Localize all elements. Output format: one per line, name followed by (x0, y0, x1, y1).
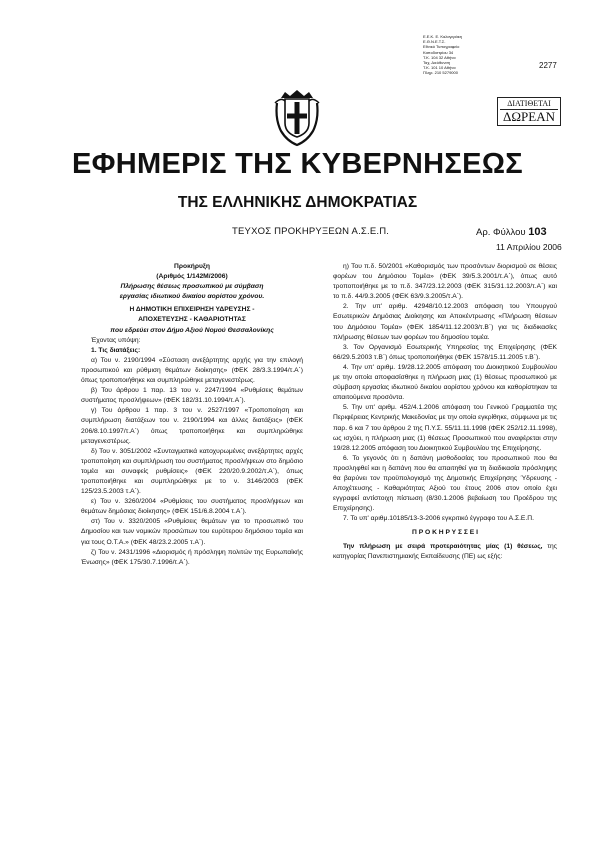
stamp-bottom-text: ΔΩΡΕΑΝ (500, 109, 558, 124)
printer-note: Τ.Κ. 101 10 Αθήνα (423, 65, 456, 71)
notice-heading: Προκήρυξη (174, 263, 210, 270)
printer-note: Ε.Θ.Ν.Ε.Τ.Σ. (423, 39, 446, 45)
paragraph: β) Του άρθρου 1 παρ. 13 του ν. 2247/1994 «Ρυθμίσεις θεμάτων συστήματος προσλήψεων» (ΦΕΚ 182/31.10.1994/τ.Α΄). (81, 387, 303, 405)
notice-intro: Πλήρωσης θέσεως προσωπικού με σύμβαση (120, 283, 264, 291)
printer-notes (423, 34, 483, 76)
page-number: 2277 (539, 61, 557, 70)
paragraph: 3. Τον Οργανισμό Εσωτερικής Υπηρεσίας της Επιχείρησης (ΦΕΚ 66/29.5.2003 τ.Β΄) όπως τροποποιήθηκε (ΦΕΚ 1578/15.11.2005 τ.Β΄). (333, 343, 557, 361)
right-column (333, 262, 557, 562)
paragraph: 5. Την υπ' αριθμ. 452/4.1.2006 απόφαση του Γενικού Γραμματέα της Περιφέρειας Κεντρικής Μακεδονίας με την οποία εγκρίθηκε, σύμφωνα με τις παρ. 6 και 7 του άρθρου 2 της Π.Υ.Σ. 55/11.11.1998 (ΦΕΚ 252/12.11.1998), ως ισχύει, η πλήρωση μιας (1) θέσεως Προσωπικού που αναφέρεται στην 19/28.12.2005 απόφαση του Διοικητικού Συμβουλίου της Επιχείρησης. (333, 404, 557, 452)
gazette-title: ΕΦΗΜΕΡΙΣ ΤΗΣ ΚΥΒΕΡΝΗΣΕΩΣ (72, 148, 523, 180)
issue-series: ΤΕΥΧΟΣ ΠΡΟΚΗΡΥΞΕΩΝ Α.Σ.Ε.Π. (232, 226, 390, 237)
gazette-subtitle: ΤΗΣ ΕΛΛΗΝΙΚΗΣ ΔΗΜΟΚΡΑΤΙΑΣ (177, 194, 418, 211)
sheet-label: Αρ. Φύλλου (476, 227, 526, 238)
left-column (81, 262, 303, 568)
paragraph: δ) Του ν. 3051/2002 «Συνταγματικά κατοχυρωμένες ανεξάρτητες αρχές τροποποίηση και συμπλήρωση του συστήματος προσλήψεων στο δημόσιο τομέα και συναφείς ρυθμίσεις» (ΦΕΚ 220/20.9.2002/τ.Α΄), όπως τροποποιήθηκε και συμπληρώθηκε με το ν. 3146/2003 (ΦΕΚ 125/23.5.2003 τ.Α΄). (81, 447, 303, 496)
provisions-heading: 1. Τις διατάξεις: (91, 346, 141, 354)
organization-seat: που εδρεύει στον Δήμο Αξιού Νομού Θεσσαλονίκης (110, 326, 274, 334)
printer-note: Καποδιστρίου 34 (423, 49, 454, 55)
printer-note: Πληρ. 210 5279000 (423, 70, 458, 76)
closing-rest: της κατηγορίας Πανεπιστημιακής Εκπαίδευσης (ΠΕ) ως εξής: (333, 542, 557, 560)
sheet-number-value: 103 (528, 226, 547, 238)
organization-name: ΑΠΟΧΕΤΕΥΣΗΣ - ΚΑΘΑΡΙΟΤΗΤΑΣ (138, 316, 246, 324)
paragraph: ε) Του ν. 3260/2004 «Ρυθμίσεις του συστήματος προσλήψεων και θεμάτων δημόσιας διοίκησης» (ΦΕΚ 151/6.8.2004 τ.Α΄). (81, 498, 303, 516)
proclaims-heading: Π Ρ Ο Κ Η Ρ Υ Σ Σ Ε Ι (412, 529, 478, 537)
having-regard: Έχοντας υπόψη: (91, 336, 141, 344)
sheet-number (476, 226, 547, 238)
closing-bold: Την πλήρωση με σειρά προτεραιότητας μίας (1) θέσεως, (343, 542, 543, 550)
printer-note: Ε.Ε.Κ. Ε. Καλογεράκη (423, 34, 463, 39)
printer-note: Ταχ. Διεύθυνση (423, 60, 451, 66)
printer-note: Εθνικό Τυπογραφείο (423, 44, 460, 50)
notice-intro: εργασίας ιδιωτικού δικαίου αορίστου χρόνου. (119, 293, 265, 301)
paragraph: ζ) Του ν. 2431/1996 «Διορισμός ή πρόσληψη πολιτών της Ευρωπαϊκής Ένωσης» (ΦΕΚ 175/30.7.1996/τ.Α΄). (81, 548, 303, 566)
printer-note: Τ.Κ. 104 32 Αθήνα (423, 54, 456, 60)
closing-paragraph (333, 542, 557, 562)
greek-coat-of-arms-icon (271, 89, 323, 147)
paragraph: γ) Του άρθρου 1 παρ. 3 του ν. 2527/1997 «Τροποποίηση και συμπλήρωση διατάξεων του ν. 2190/1994 και άλλες διατάξεις» (ΦΕΚ 206/8.10.1997/τ.Α΄) όπως τροποποιήθηκε και συμπληρώθηκε μεταγενεστέρως. (81, 407, 303, 445)
stamp-top-text: ΔΙΑΤΙΘΕΤΑΙ (507, 99, 551, 108)
paragraph: 6. Το γεγονός ότι η δαπάνη μισθοδοσίας του προσωπικού που θα προσληφθεί και η δαπάνη που θα απαιτηθεί για τη διαδικασία πρόσληψης θα βαρύνει τον προϋπολογισμό της Δημοτικής Επιχείρησης Ύδρευσης - Αποχέτευσης - Καθαριότητας Αξιού του έτους 2006 στον οποίο έχει εγγραφεί αντίστοιχη πίστωση (8/30.1.2006 βεβαίωση του Προέδρου της Επιχείρησης). (333, 454, 557, 513)
paragraph: α) Του ν. 2190/1994 «Σύσταση ανεξάρτητης αρχής για την επιλογή προσωπικού και ρύθμιση θεμάτων διοίκησης» (ΦΕΚ 28/3.3.1994/τ.Α΄) όπως τροποποιήθηκε και συμπληρώθηκε μεταγενεστέρως. (81, 356, 303, 385)
paragraph: 7. Το υπ' αριθμ.10185/13-3-2006 εγκριτικό έγγραφο του Α.Σ.Ε.Π. (343, 515, 534, 523)
paragraph: 4. Την υπ' αριθμ. 19/28.12.2005 απόφαση του Διοικητικού Συμβουλίου με την οποία αποφασίσθηκε η πλήρωση μιας (1) θέσεως προσωπικού με σύμβαση εργασίας ιδιωτικού δικαίου αορίστου χρόνου και καθορίστηκαν τα απαιτούμενα προσόντα. (333, 363, 557, 402)
paragraph: η) Του π.δ. 50/2001 «Καθορισμός των προσόντων διορισμού σε θέσεις φορέων του Δημόσιου Τομέα» (ΦΕΚ 39/5.3.2001/τ.Α΄), όπως αυτό τροποποιήθηκε με το π.δ. 347/23.12.2003 (ΦΕΚ 315/31.12.2003/τ.Α΄) και το π.δ. 44/9.3.2005 (ΦΕΚ 63/9.3.2005/τ.Α΄). (333, 263, 557, 301)
paragraph: στ) Του ν. 3320/2005 «Ρυθμίσεις θεμάτων για το προσωπικό του Δημοσίου και των νομικών προσώπων του ευρύτερου δημόσιου τομέα και για τους Ο.Τ.Α.» (ΦΕΚ 48/23.2.2005 τ.Α΄). (81, 518, 303, 546)
issue-date: 11 Απριλίου 2006 (496, 242, 562, 252)
organization-name: Η ΔΗΜΟΤΙΚΗ ΕΠΙΧΕΙΡΗΣΗ ΥΔΡΕΥΣΗΣ - (129, 306, 255, 314)
free-distribution-stamp (497, 97, 561, 126)
notice-number: (Αριθμός 1/142Μ/2006) (156, 273, 228, 281)
paragraph: 2. Την υπ' αριθμ. 42948/10.12.2003 απόφαση του Υπουργού Εσωτερικών Δημόσιας Διοίκησης και Αποκέντρωσης «Πλήρωση θέσεων του Δημόσιου Τομέα» (ΦΕΚ 1854/11.12.2003/τ.Β΄) για τις διαδικασίες πλήρωσης θέσεων των φορέων του δημοσίου τομέα. (333, 303, 557, 341)
